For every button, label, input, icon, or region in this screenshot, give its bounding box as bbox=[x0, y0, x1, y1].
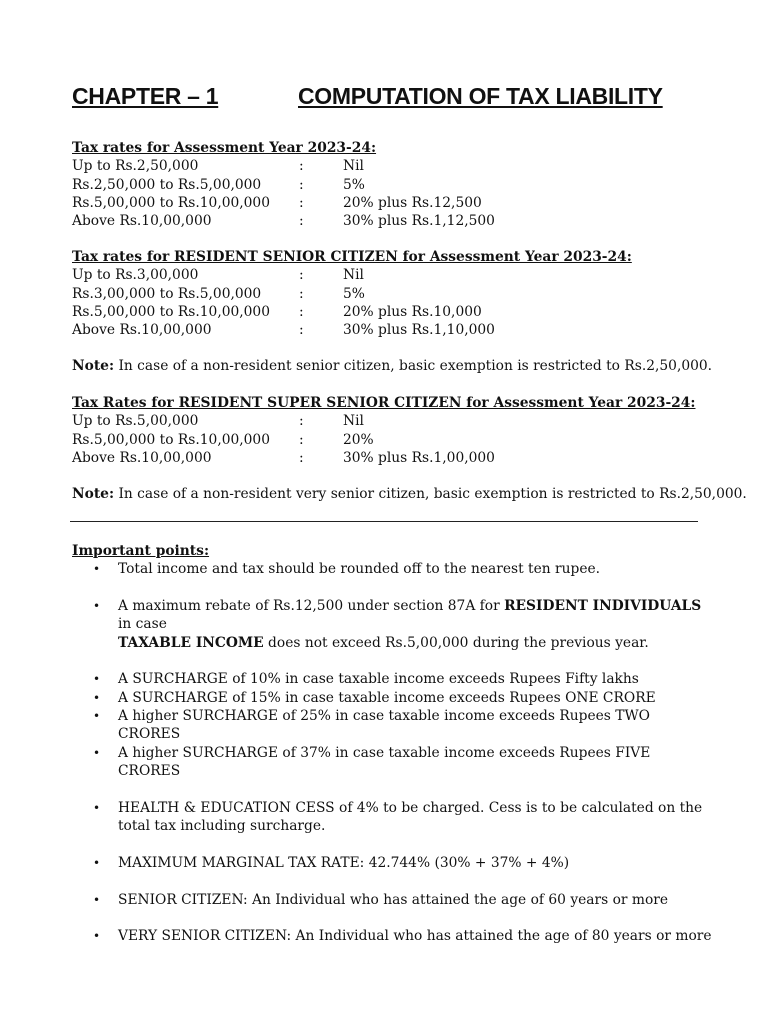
income-range: Above Rs.10,00,000 bbox=[72, 449, 212, 466]
bullet-icon: • bbox=[93, 672, 101, 687]
income-range: Rs.5,00,000 to Rs.10,00,000 bbox=[72, 431, 270, 448]
income-range: Rs.2,50,000 to Rs.5,00,000 bbox=[72, 176, 262, 193]
note-text: In case of a non-resident senior citizen, basic exemption is restricted to Rs.2,50,000. bbox=[114, 358, 713, 374]
income-range: Rs.3,00,000 to Rs.5,00,000 bbox=[72, 285, 262, 302]
point-emphasis: TAXABLE INCOME bbox=[118, 634, 264, 651]
tax-rate: 5% bbox=[343, 285, 365, 302]
bullet-icon: • bbox=[93, 690, 101, 705]
tax-rate: Nil bbox=[343, 413, 364, 430]
point-text: A maximum rebate of Rs.12,500 under section 87A for bbox=[118, 598, 505, 615]
income-range: Above Rs.10,00,000 bbox=[72, 322, 212, 339]
bullet-icon: • bbox=[93, 599, 101, 614]
point-text: HEALTH & EDUCATION CESS of 4% to be charged. Cess is to be calculated on the total tax including surcharge. bbox=[118, 799, 703, 835]
horizontal-divider bbox=[70, 521, 698, 522]
point-text: A higher SURCHARGE of 25% in case taxable income exceeds Rupees TWO CRORES bbox=[118, 708, 650, 743]
separator: : bbox=[299, 303, 304, 320]
tax-rate: 20% plus Rs.10,000 bbox=[343, 303, 482, 320]
income-range: Up to Rs.2,50,000 bbox=[72, 158, 199, 175]
point-text: does not exceed Rs.5,00,000 during the previous year. bbox=[263, 634, 649, 651]
bullet-icon: • bbox=[93, 892, 101, 907]
rate-row bbox=[72, 321, 712, 339]
separator: : bbox=[299, 213, 304, 230]
note-label: Note: bbox=[72, 358, 115, 374]
tax-rates-general bbox=[72, 139, 712, 230]
point-text: VERY SENIOR CITIZEN: An Individual who has attained the age of 80 years or more bbox=[118, 928, 712, 945]
section-heading: Tax rates for Assessment Year 2023-24: bbox=[72, 140, 377, 156]
rate-row bbox=[72, 194, 712, 212]
income-range: Rs.5,00,000 to Rs.10,00,000 bbox=[72, 194, 270, 211]
bullet-icon: • bbox=[93, 929, 101, 944]
rate-row bbox=[72, 303, 712, 321]
chapter-heading: CHAPTER – 1 bbox=[72, 83, 219, 109]
point-text: in case bbox=[118, 616, 167, 633]
separator: : bbox=[299, 413, 304, 430]
list-item bbox=[72, 799, 712, 836]
page-title: COMPUTATION OF TAX LIABILITY bbox=[298, 83, 663, 109]
section-heading: Tax rates for RESIDENT SENIOR CITIZEN for Assessment Year 2023-24: bbox=[72, 249, 632, 265]
bullet-icon: • bbox=[93, 855, 101, 870]
tax-rate: 30% plus Rs.1,12,500 bbox=[343, 213, 495, 230]
rate-row bbox=[72, 431, 712, 449]
bullet-icon: • bbox=[93, 562, 101, 577]
bullet-icon: • bbox=[93, 745, 101, 760]
income-range: Up to Rs.3,00,000 bbox=[72, 267, 199, 284]
separator: : bbox=[299, 449, 304, 466]
points-list bbox=[72, 560, 712, 945]
tax-rate: 20% bbox=[343, 431, 374, 448]
rate-row bbox=[72, 176, 712, 194]
point-text: Total income and tax should be rounded off to the nearest ten rupee. bbox=[118, 561, 601, 578]
list-item bbox=[72, 891, 712, 909]
tax-rates-super-senior-citizen bbox=[72, 394, 712, 467]
point-text: SENIOR CITIZEN: An Individual who has attained the age of 60 years or more bbox=[118, 891, 669, 908]
list-item bbox=[72, 597, 712, 652]
section-heading: Tax Rates for RESIDENT SUPER SENIOR CITIZEN for Assessment Year 2023-24: bbox=[72, 395, 696, 411]
point-text: A SURCHARGE of 15% in case taxable income exceeds Rupees ONE CRORE bbox=[118, 689, 656, 706]
important-points-heading: Important points: bbox=[72, 543, 210, 559]
super-senior-citizen-note bbox=[72, 485, 747, 503]
separator: : bbox=[299, 285, 304, 302]
separator: : bbox=[299, 176, 304, 193]
income-range: Rs.5,00,000 to Rs.10,00,000 bbox=[72, 303, 270, 320]
point-text: A higher SURCHARGE of 37% in case taxable income exceeds Rupees FIVE CRORES bbox=[118, 744, 651, 779]
note-text: In case of a non-resident very senior citizen, basic exemption is restricted to Rs.2,50,000. bbox=[114, 486, 747, 502]
list-item bbox=[72, 560, 712, 578]
list-item bbox=[72, 670, 712, 688]
list-item bbox=[72, 744, 712, 781]
point-text: A SURCHARGE of 10% in case taxable income exceeds Rupees Fifty lakhs bbox=[118, 671, 639, 688]
list-item bbox=[72, 927, 712, 945]
rate-row bbox=[72, 412, 712, 430]
separator: : bbox=[299, 158, 304, 175]
tax-rate: 30% plus Rs.1,00,000 bbox=[343, 449, 495, 466]
point-text: MAXIMUM MARGINAL TAX RATE: 42.744% (30% + 37% + 4%) bbox=[118, 854, 570, 871]
tax-rate: 20% plus Rs.12,500 bbox=[343, 194, 482, 211]
bullet-icon: • bbox=[93, 800, 101, 815]
tax-rate: 30% plus Rs.1,10,000 bbox=[343, 322, 495, 339]
tax-rate: 5% bbox=[343, 176, 365, 193]
tax-rate: Nil bbox=[343, 158, 364, 175]
important-points bbox=[72, 542, 712, 946]
rate-row bbox=[72, 212, 712, 230]
income-range: Up to Rs.5,00,000 bbox=[72, 413, 199, 430]
rate-row bbox=[72, 449, 712, 467]
separator: : bbox=[299, 267, 304, 284]
rate-row bbox=[72, 157, 712, 175]
senior-citizen-note bbox=[72, 357, 712, 375]
tax-rates-senior-citizen bbox=[72, 248, 712, 339]
point-emphasis: RESIDENT INDIVIDUALS bbox=[504, 598, 702, 615]
rate-row bbox=[72, 285, 712, 303]
rate-row bbox=[72, 266, 712, 284]
tax-rate: Nil bbox=[343, 267, 364, 284]
list-item bbox=[72, 854, 712, 872]
note-label: Note: bbox=[72, 486, 115, 502]
separator: : bbox=[299, 194, 304, 211]
list-item bbox=[72, 707, 712, 744]
bullet-icon: • bbox=[93, 709, 101, 724]
list-item bbox=[72, 689, 712, 707]
income-range: Above Rs.10,00,000 bbox=[72, 213, 212, 230]
separator: : bbox=[299, 431, 304, 448]
separator: : bbox=[299, 322, 304, 339]
